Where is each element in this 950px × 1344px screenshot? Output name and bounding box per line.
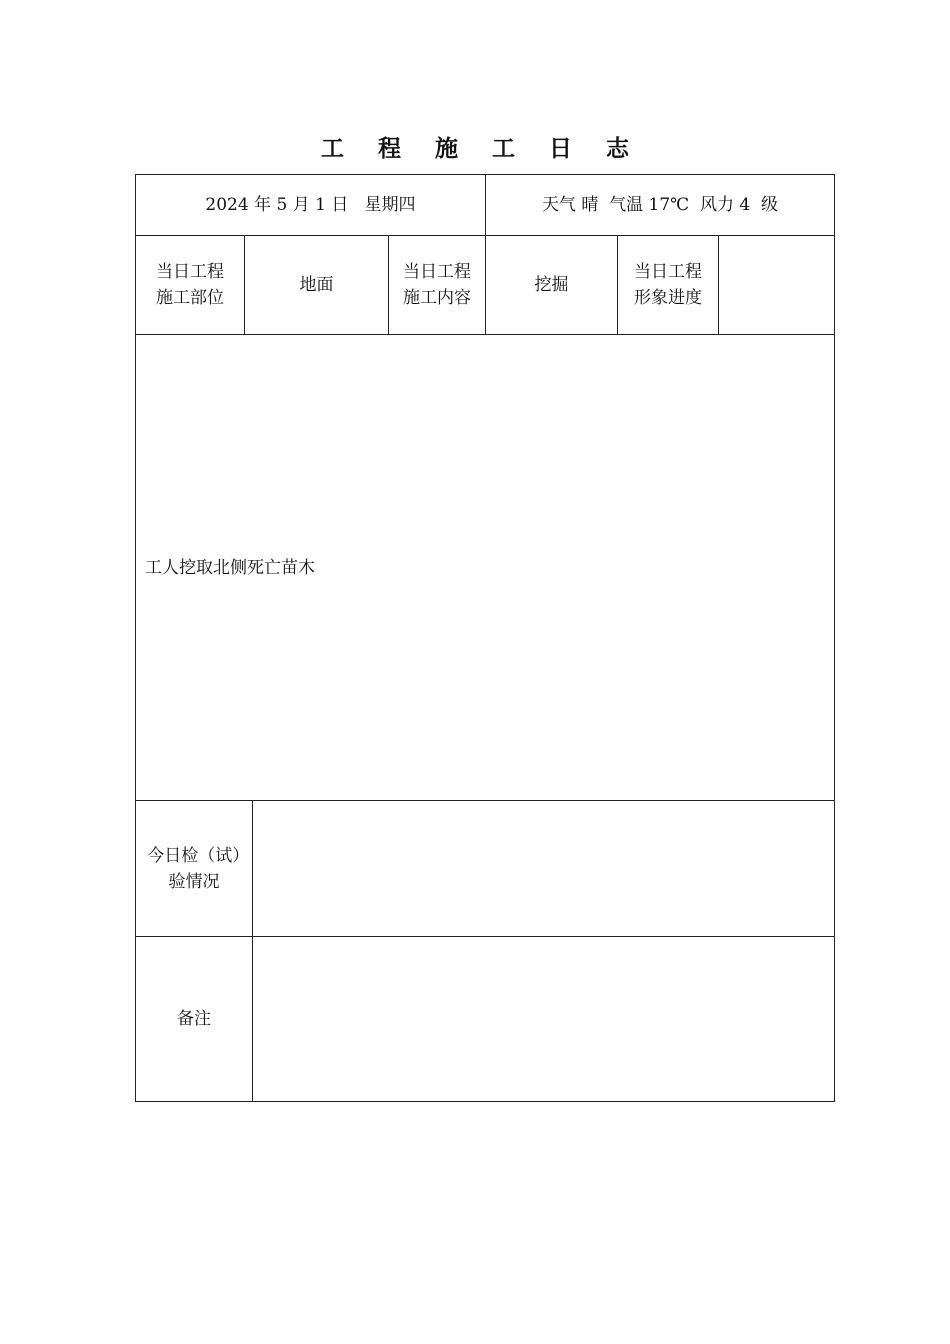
- inspection-label-cell: [135, 800, 253, 937]
- inspection-value-cell: [252, 800, 835, 937]
- remarks-label-cell: [135, 936, 253, 1102]
- location-value: 地面: [299, 275, 334, 295]
- progress-label-cell: [617, 235, 719, 335]
- location-value-cell: [244, 235, 389, 335]
- location-label-cell: [135, 235, 245, 335]
- location-label: 当日工程施工部位: [156, 262, 224, 308]
- progress-value-cell: [718, 235, 835, 335]
- work-description-cell: [135, 334, 835, 801]
- date-cell: [135, 174, 486, 236]
- inspection-label: 今日检（试）验情况: [147, 845, 241, 892]
- work-description-text: 工人挖取北侧死亡苗木: [145, 557, 315, 578]
- weather-cell: [485, 174, 835, 236]
- page-title: 工 程 施 工 日 志: [320, 136, 643, 162]
- content-value: 挖掘: [534, 275, 569, 295]
- content-value-cell: [485, 235, 618, 335]
- date-text: 2024 年 5 月 1 日 星期四: [205, 195, 416, 215]
- remarks-value-cell: [252, 936, 835, 1102]
- content-label-cell: [388, 235, 486, 335]
- weather-text: 天气 晴 气温 17℃ 风力 4 级: [541, 195, 779, 215]
- progress-label: 当日工程形象进度: [634, 262, 702, 308]
- remarks-label: 备注: [177, 1009, 211, 1029]
- content-label: 当日工程施工内容: [403, 262, 471, 308]
